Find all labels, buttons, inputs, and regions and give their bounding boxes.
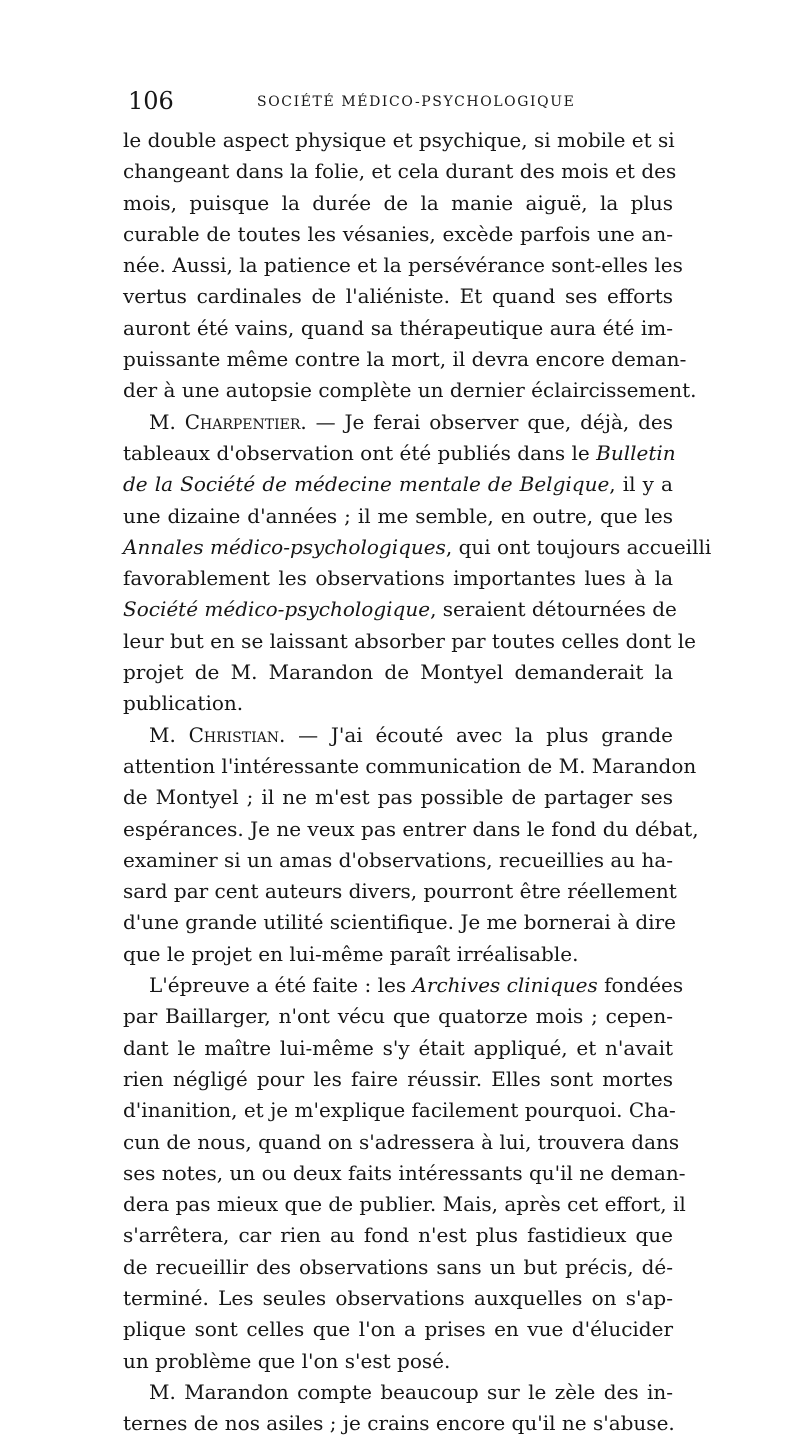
- text-line: espérances. Je ne veux pas entrer dans le fond du débat,: [123, 816, 699, 841]
- text-line: Annales médico-psychologiques, qui ont toujours accueilli: [123, 534, 712, 559]
- text-line: der à une autopsie complète un dernier éclaircissement.: [123, 378, 697, 403]
- text-line: ternes de nos asiles ; je crains encore qu'il ne s'abuse.: [123, 1411, 675, 1436]
- text-line: projet de M. Marandon de Montyel demanderait la: [123, 660, 673, 685]
- italic-title: Bulletin: [596, 440, 676, 465]
- text-line: L'épreuve a été faite : les Archives cliniques fondées: [149, 973, 684, 998]
- text-line: une dizaine d'années ; il me semble, en outre, que les: [123, 503, 673, 528]
- text-line: mois, puisque la durée de la manie aiguë, la plus: [123, 190, 673, 215]
- text-line: terminé. Les seules observations auxquelles on s'ap-: [123, 1285, 673, 1310]
- text-line: cun de nous, quand on s'adressera à lui, trouvera dans: [123, 1129, 680, 1154]
- text-line: de la Société de médecine mentale de Belgique, il y a: [123, 472, 673, 497]
- text-line: M. Marandon compte beaucoup sur le zèle des in-: [149, 1379, 673, 1404]
- page-number: 106: [128, 87, 174, 115]
- text-line: puissante même contre la mort, il devra encore deman-: [123, 347, 687, 372]
- text-line: rien négligé pour les faire réussir. Elles sont mortes: [123, 1066, 673, 1091]
- text-line: s'arrêtera, car rien au fond n'est plus fastidieux que: [123, 1223, 673, 1248]
- italic-title: Annales médico-psychologiques: [123, 534, 446, 559]
- text-line: dant le maître lui-même s'y était appliqué, et n'avait: [123, 1035, 673, 1060]
- text-line: plique sont celles que l'on a prises en vue d'élucider: [123, 1317, 673, 1342]
- text-line: de recueillir des observations sans un but précis, dé-: [123, 1254, 673, 1279]
- text-line: le double aspect physique et psychique, si mobile et si: [123, 128, 675, 152]
- speaker-text: — J'ai écouté avec la plus grande: [285, 722, 674, 747]
- text-line: dera pas mieux que de publier. Mais, après cet effort, il: [123, 1192, 686, 1217]
- speaker-text: — Je ferai observer que, déjà, des: [306, 409, 674, 434]
- page-header: [128, 86, 673, 116]
- italic-title: Archives cliniques: [412, 973, 598, 998]
- text-line: leur but en se laissant absorber par toutes celles dont le: [123, 628, 696, 653]
- speaker-name: M. Christian.: [149, 722, 286, 747]
- text-line: publication.: [123, 691, 244, 716]
- text-line: curable de toutes les vésanies, excède parfois une an-: [123, 221, 673, 246]
- text-line: favorablement les observations importantes lues à la: [123, 566, 673, 591]
- text-line: vertus cardinales de l'aliéniste. Et quand ses efforts: [123, 284, 673, 309]
- text-line: examiner si un amas d'observations, recueillies au ha-: [123, 847, 674, 872]
- text-line: auront été vains, quand sa thérapeutique aura été im-: [123, 315, 673, 340]
- text-line: d'inanition, et je m'explique facilement pourquoi. Cha-: [123, 1098, 676, 1123]
- text-line: née. Aussi, la patience et la persévérance sont-elles les: [123, 253, 683, 278]
- italic-title: de la Société de médecine mentale de Belgique: [123, 472, 610, 497]
- text-line: Société médico-psychologique, seraient détournées de: [123, 597, 677, 622]
- text-line: de Montyel ; il ne m'est pas possible de partager ses: [123, 785, 673, 810]
- text-line: tableaux d'observation ont été publiés dans le Bulletin: [123, 440, 676, 465]
- text-line: ses notes, un ou deux faits intéressants qu'il ne deman-: [123, 1160, 686, 1185]
- text-line: par Baillarger, n'ont vécu que quatorze mois ; cepen-: [123, 1004, 673, 1029]
- body-text: [123, 125, 712, 1439]
- text-line: sard par cent auteurs divers, pourront être réellement: [123, 879, 677, 904]
- text-line: un problème que l'on s'est posé.: [123, 1348, 451, 1373]
- running-title: SOCIÉTÉ MÉDICO-PSYCHOLOGIQUE: [257, 94, 576, 110]
- italic-title: Société médico-psychologique: [123, 597, 431, 622]
- text-line: changeant dans la folie, et cela durant des mois et des: [123, 159, 677, 184]
- text-line-speaker: [123, 720, 673, 751]
- text-line: attention l'intéressante communication de M. Marandon: [123, 753, 697, 778]
- text-line: d'une grande utilité scientifique. Je me bornerai à dire: [123, 910, 676, 935]
- text-line-speaker: [123, 407, 673, 438]
- speaker-name: M. Charpentier.: [149, 409, 307, 434]
- text-line: que le projet en lui-même paraît irréalisable.: [123, 941, 579, 966]
